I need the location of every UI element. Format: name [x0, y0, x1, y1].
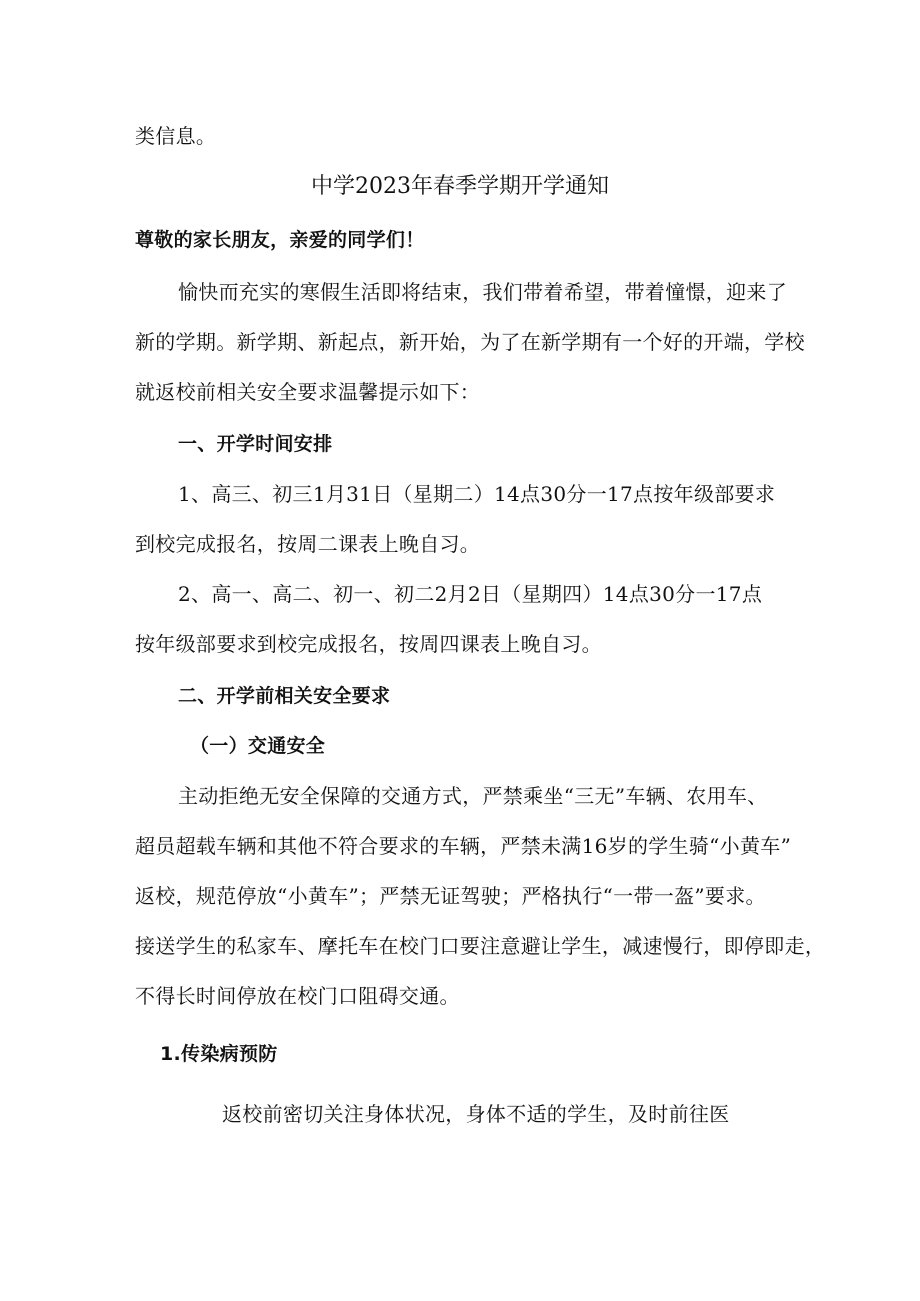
disease-line-1: 返校前密切关注身体状况，身体不适的学生，及时前往医	[222, 1102, 730, 1126]
salutation: 尊敬的家长朋友，亲爱的同学们！	[135, 229, 425, 251]
section1-item2-line1: 2、高一、高二、初一、初二2月2日（星期四）14点30分一17点	[178, 582, 763, 606]
traffic-line-3: 返校，规范停放“小黄车”；严禁无证驾驶；严格执行“一带一盔”要求。	[135, 884, 766, 908]
section1-item1-line1: 1、高三、初三1月31日（星期二）14点30分一17点按年级部要求	[178, 482, 776, 506]
section2-heading: 二、开学前相关安全要求	[178, 685, 391, 707]
intro-line-3: 就返校前相关安全要求温馨提示如下：	[135, 380, 481, 404]
section2-sub2-heading: 1.传染病预防	[160, 1043, 278, 1065]
traffic-line-5: 不得长时间停放在校门口阻碍交通。	[135, 984, 460, 1008]
section1-item2-line2: 按年级部要求到校完成报名，按周四课表上晚自习。	[135, 632, 602, 656]
traffic-line-2: 超员超载车辆和其他不符合要求的车辆，严禁未满16岁的学生骑“小黄车”	[135, 834, 792, 858]
section2-sub1-heading: （一）交通安全	[190, 735, 326, 757]
traffic-line-1: 主动拒绝无安全保障的交通方式，严禁乘坐“三无”车辆、农用车、	[178, 784, 768, 808]
page-title: 中学2023年春季学期开学通知	[311, 174, 609, 199]
section1-heading: 一、开学时间安排	[178, 433, 333, 455]
intro-line-1: 愉快而充实的寒假生活即将结束，我们带着希望，带着憧憬，迎来了	[178, 280, 787, 304]
section1-item1-line2: 到校完成报名，按周二课表上晚自习。	[135, 532, 481, 556]
traffic-line-4: 接送学生的私家车、摩托车在校门口要注意避让学生，减速慢行，即停即走，	[135, 934, 826, 958]
fragment-text: 类信息。	[135, 124, 217, 148]
intro-line-2: 新的学期。新学期、新起点，新开始，为了在新学期有一个好的开端，学校	[135, 330, 805, 354]
